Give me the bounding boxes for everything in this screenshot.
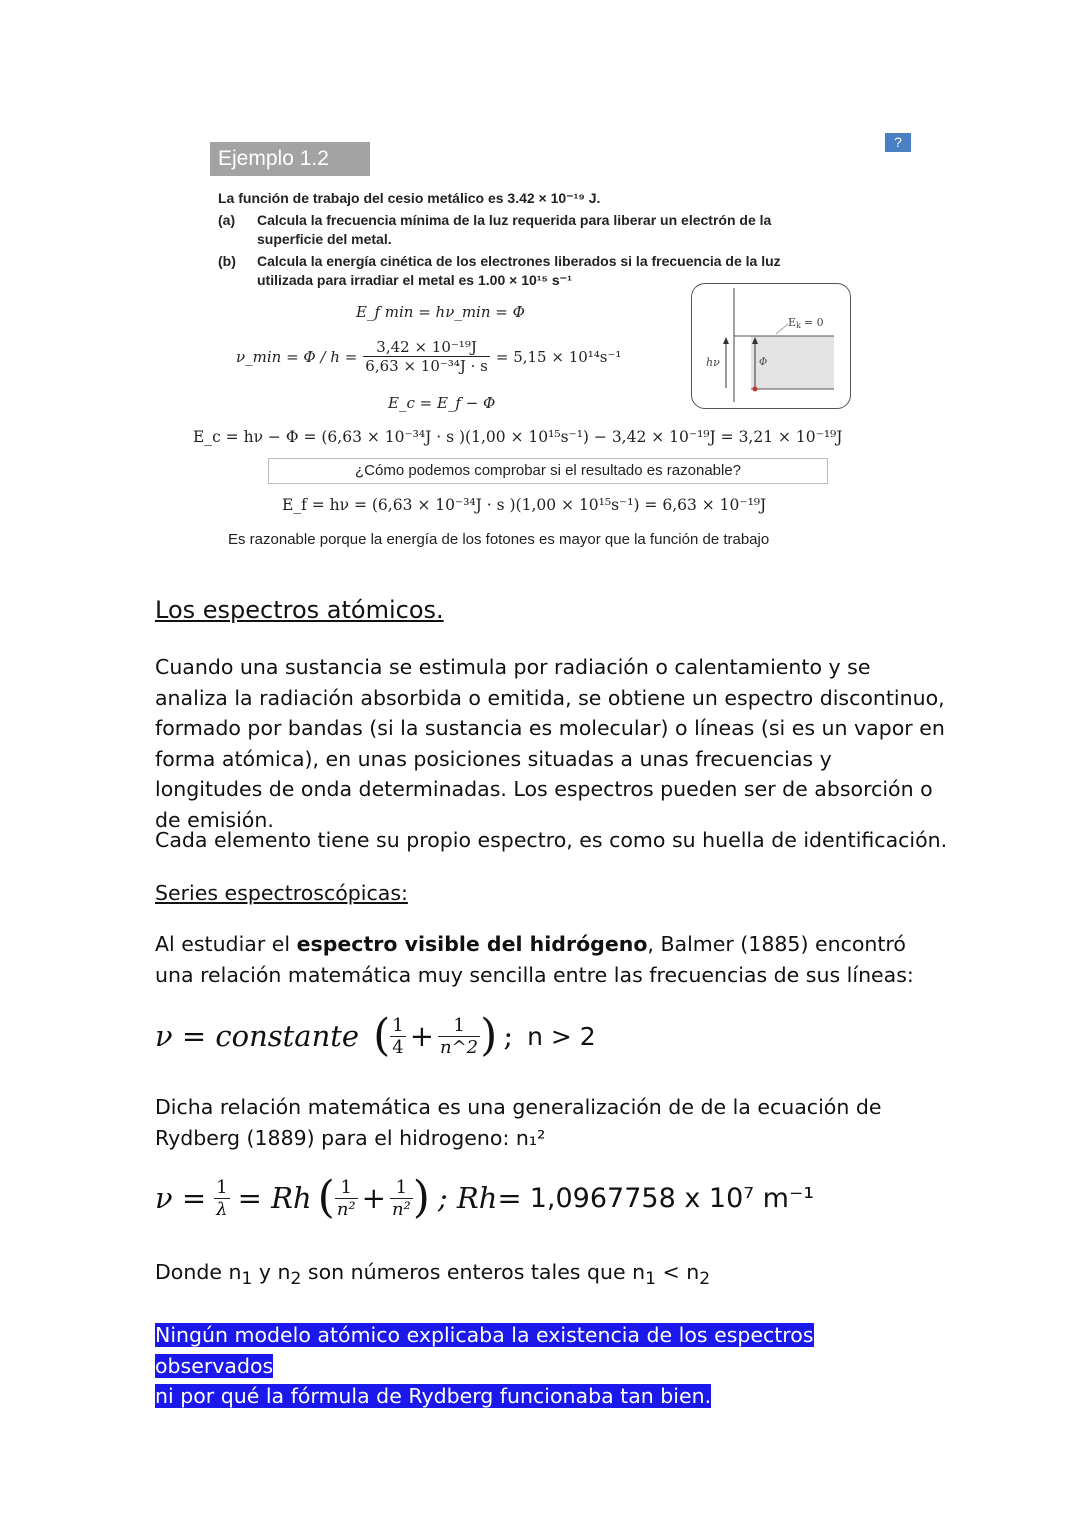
p3-bold: espectro visible del hidrógeno [296,932,648,956]
electron-dot [753,387,758,392]
p3-start: Al estudiar el [155,932,297,956]
p5-d: < n [656,1260,700,1284]
balmer-condition: n > 2 [527,1021,596,1051]
rydberg-rh-value: 1,0967758 x 10⁷ m⁻¹ [529,1182,815,1214]
highlight-part-3: ni por qué la fórmula de Rydberg funcionaba tan bien. [155,1384,712,1408]
ek-label: Ek = 0 [788,316,824,330]
equation-photon-min: E_f min = hν_min = Φ [356,303,525,321]
p5-s1: 1 [241,1269,253,1290]
part-b-text-1: Calcula la energía cinética de los electrones liberados si la frecuencia de la luz [257,253,781,269]
subheading-series: Series espectroscópicas: [155,881,408,905]
balmer-fraction-1 [390,1015,405,1058]
hv-arrow-head [723,337,729,344]
balmer-semicolon: ; [503,1019,514,1053]
part-a-label: (a) [218,212,236,228]
rydberg-paren-open: ( [317,1172,335,1223]
hv-label: hν [706,356,720,369]
rydberg-fraction-0 [214,1177,229,1220]
paragraph-spectra: Cuando una sustancia se estimula por radiación o calentamiento y se analiza la radiación absorbida o emitida, se obtiene un espectro discontinuo, formado por bandas (si la sustancia es molecular) o líneas (si es un vapor en forma atómica), en unas posiciones situadas a unas frecuencias y longitudes de onda determinadas. Los espectros pueden ser de absorción o de emisión. [155,655,945,832]
section-heading: Los espectros atómicos. [155,596,444,624]
rydberg-f0-num: 1 [216,1176,228,1198]
energy-level-diagram [692,284,849,407]
rydberg-paren-close: ) [412,1172,430,1223]
highlighted-conclusion [155,1320,925,1412]
balmer-formula [155,1010,596,1061]
rydberg-f0-den: λ [216,1198,228,1220]
p5-b: y n [252,1260,291,1284]
balmer-paren-close: ) [480,1010,498,1061]
eq2-lhs: ν_min = Φ / h = [236,347,358,366]
highlight-part-1: Ningún modelo atómico explicaba la existencia de los espectros [155,1323,814,1347]
rydberg-f1-den: n² [336,1198,356,1220]
eq2-fraction [363,338,490,375]
part-b-label: (b) [218,253,236,269]
rydberg-rh-label: ; Rh= [437,1181,522,1215]
phi-label: Φ [759,357,768,368]
work-function-diagram [691,283,851,409]
ek-leader [776,324,788,334]
rydberg-f2-num: 1 [390,1177,413,1199]
balmer-f2-num: 1 [438,1015,480,1037]
equation-kinetic-value: E_c = hν − Φ = (6,63 × 10⁻³⁴J · s )(1,00 × 10¹⁵s⁻¹) − 3,42 × 10⁻¹⁹J = 3,21 × 10⁻¹⁹J [193,428,843,446]
rydberg-f1-num: 1 [335,1177,358,1199]
balmer-paren-open: ( [373,1010,391,1061]
paragraph-rydberg: Dicha relación matemática es una generalización de de la ecuación de Rydberg (1889) para el hidrogeno: n₁² [155,1095,882,1150]
balmer-plus: + [409,1019,434,1053]
p5-c: son números enteros tales que n [301,1260,646,1284]
rydberg-formula [155,1172,815,1223]
balmer-f1-den: 4 [392,1036,404,1058]
example-conclusion: Es razonable porque la energía de los fotones es mayor que la función de trabajo [228,531,770,548]
help-button[interactable]: ? [885,133,911,152]
equation-photon-energy: E_f = hν = (6,63 × 10⁻³⁴J · s )(1,00 × 10¹⁵s⁻¹) = 6,63 × 10⁻¹⁹J [282,496,767,514]
rydberg-eq: = Rh [237,1181,312,1215]
balmer-fraction-2 [438,1015,480,1058]
example-statement: La función de trabajo del cesio metálico es 3.42 × 10⁻¹⁹ J. [218,190,601,206]
example-badge: Ejemplo 1.2 [210,142,370,176]
equation-frequency-min [236,338,621,375]
rydberg-fraction-1 [335,1177,358,1220]
rydberg-lhs: ν = [155,1181,207,1215]
rydberg-plus: + [361,1181,386,1215]
part-b-text-2: utilizada para irradiar el metal es 1.00 × 10¹⁵ s⁻¹ [257,272,572,288]
paragraph-integers [155,1257,945,1295]
p5-s3: 1 [645,1269,657,1290]
p5-s4: 2 [699,1269,711,1290]
part-a-text-1: Calcula la frecuencia mínima de la luz requerida para liberar un electrón de la [257,212,772,228]
paragraph-fingerprint: Cada elemento tiene su propio espectro, es como su huella de identificación. [155,828,948,852]
eq2-denominator: 6,63 × 10⁻³⁴J · s [365,357,488,375]
p5-a: Donde n [155,1260,242,1284]
eq2-numerator: 3,42 × 10⁻¹⁹J [363,338,490,357]
rydberg-fraction-2 [390,1177,413,1220]
highlight-part-2: observados [155,1353,274,1378]
p5-s2: 2 [290,1269,302,1290]
check-question-box [268,458,828,484]
paragraph-balmer [155,929,945,990]
balmer-f2-den: n^2 [440,1036,479,1058]
p3-end: , Balmer (1885) encontró una relación matemática muy sencilla entre las frecuencias de sus líneas: [155,932,914,987]
balmer-f1-num: 1 [392,1014,404,1036]
check-question: ¿Cómo podemos comprobar si el resultado es razonable? [354,462,742,479]
rydberg-f2-den: n² [391,1198,411,1220]
part-a-text-2: superficie del metal. [257,231,392,247]
equation-kinetic-def: E_c = E_f − Φ [388,394,496,412]
balmer-lhs: ν = constante [155,1019,360,1053]
eq2-rhs: = 5,15 × 10¹⁴s⁻¹ [495,347,622,366]
